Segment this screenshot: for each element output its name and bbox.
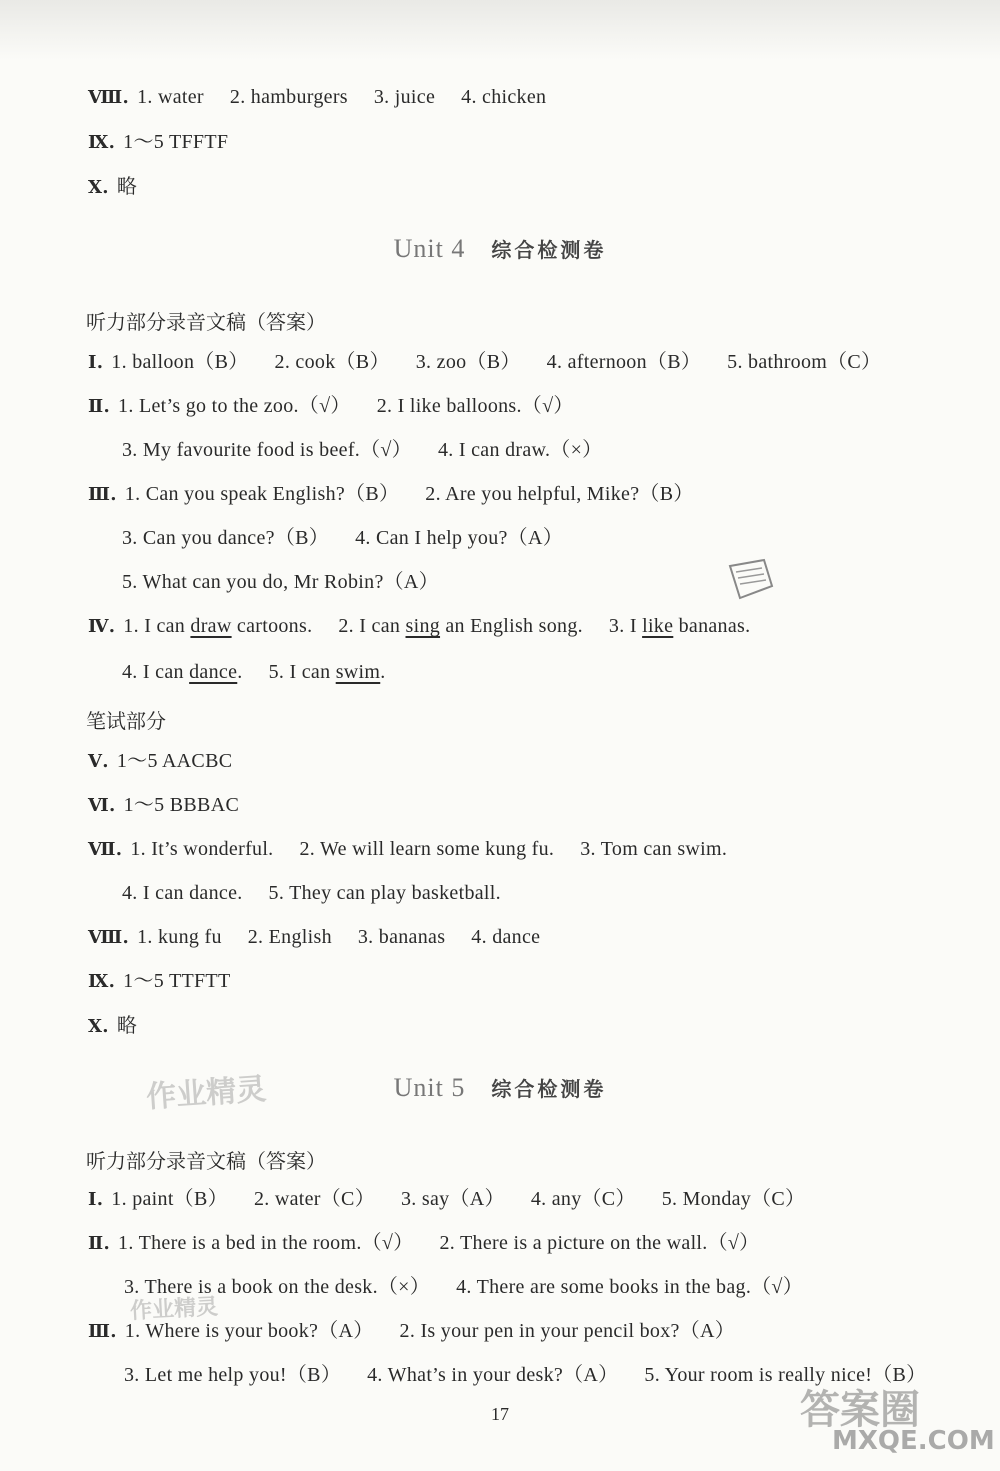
line-label: Ⅹ.: [88, 1016, 109, 1037]
answer-item: 3. Can you dance?（B）: [122, 527, 330, 549]
answer-item: 3. say（A）: [401, 1188, 505, 1210]
fill-post: cartoons.: [231, 615, 313, 637]
answer-item: 1. There is a bed in the room.（√）: [118, 1232, 414, 1254]
answer-item: 2. English: [247, 926, 332, 948]
unit4-line-iii-cont2: [122, 569, 439, 595]
fill-item: [122, 659, 243, 685]
page-number: 17: [491, 1404, 509, 1424]
line-label: Ⅸ.: [88, 971, 116, 992]
answer-item: 4. afternoon（B）: [546, 351, 702, 373]
watermark-url: MXQE.COM: [832, 1426, 995, 1456]
answer-item: 1～5 TTFTT: [123, 970, 231, 992]
line-label: Ⅰ.: [88, 1189, 104, 1210]
answer-item: 4. dance: [471, 926, 541, 948]
answer-item: 1. Where is your book?（A）: [124, 1320, 374, 1342]
fill-pre: 2. I can: [338, 615, 406, 637]
answer-item: 2. There is a picture on the wall.（√）: [439, 1232, 760, 1254]
answer-item: 1. Let’s go to the zoo.（√）: [118, 395, 351, 417]
answer-item: 4. There are some books in the bag.（√）: [456, 1276, 803, 1298]
fill-pre: 3. I: [608, 615, 643, 637]
unit4-title-cn: 综合检测卷: [491, 238, 607, 262]
answer-item: 2. cook（B）: [274, 351, 390, 373]
fill-post: bananas.: [673, 615, 751, 637]
unit4-written-heading: 笔试部分: [86, 709, 166, 733]
line-label: Ⅰ.: [88, 352, 104, 373]
line-label: Ⅷ.: [88, 87, 130, 108]
answer-item: 1. kung fu: [137, 926, 222, 948]
line-label: Ⅶ.: [88, 839, 123, 860]
unit4-line-ii-cont: [122, 437, 602, 463]
line-label: Ⅱ.: [88, 396, 111, 417]
unit4-line-vii: [88, 836, 727, 863]
line-label: Ⅲ.: [88, 484, 117, 505]
answer-item: 5. Monday（C）: [661, 1188, 806, 1210]
fill-answer: like: [642, 615, 674, 637]
answer-item: 2. We will learn some kung fu.: [299, 838, 555, 860]
answer-item: 1. It’s wonderful.: [130, 838, 274, 860]
unit5-line-ii: [88, 1230, 759, 1257]
fill-pre: 4. I can: [122, 661, 190, 683]
unit5-line-iii: [88, 1318, 735, 1345]
answer-item: 3. juice: [373, 86, 436, 108]
line-label: Ⅴ.: [88, 751, 109, 772]
unit5-title-unit: Unit 5: [393, 1073, 466, 1102]
unit4-line-iv-cont: [122, 659, 386, 685]
answer-item: 4. Can I help you?（A）: [355, 527, 564, 549]
fill-post: .: [380, 661, 386, 683]
unit5-listening-heading: 听力部分录音文稿（答案）: [86, 1149, 326, 1173]
answer-item: 4. chicken: [461, 86, 547, 108]
unit4-line-vii-cont: [122, 880, 501, 906]
fill-item: [338, 613, 583, 639]
line-label: Ⅳ.: [88, 616, 116, 637]
answer-item: 1. Can you speak English?（B）: [124, 483, 400, 505]
line-label: Ⅸ.: [88, 132, 116, 153]
unit4-line-x: [88, 1013, 137, 1040]
unit5-title-cn: 综合检测卷: [491, 1077, 607, 1101]
unit4-line-i: [88, 349, 881, 376]
fill-pre: 5. I can: [268, 661, 336, 683]
unit4-line-viii: [88, 924, 540, 951]
answer-item: 1. paint（B）: [111, 1188, 228, 1210]
answer-item: 5. Your room is really nice!（B）: [644, 1364, 927, 1386]
answer-item: 2. hamburgers: [229, 86, 348, 108]
fill-answer: draw: [190, 615, 232, 637]
answer-line-x-top: [88, 174, 137, 201]
line-label: Ⅱ.: [88, 1233, 111, 1254]
unit4-line-ix: [88, 968, 230, 995]
watermark: 作业精灵: [129, 1294, 219, 1325]
fill-pre: 1. I can: [123, 615, 191, 637]
watermark-logo: 答案圈: [800, 1387, 920, 1433]
fill-answer: sing: [405, 615, 441, 637]
unit4-line-ii: [88, 393, 574, 420]
fill-post: an English song.: [440, 615, 583, 637]
line-label: Ⅷ.: [88, 927, 130, 948]
answer-item: 3. Let me help you!（B）: [124, 1364, 342, 1386]
fill-item: [269, 659, 386, 685]
answer-item: 3. zoo（B）: [415, 351, 521, 373]
answer-item: 4. What’s in your desk?（A）: [367, 1364, 619, 1386]
answer-item: 4. any（C）: [530, 1188, 636, 1210]
answer-line-ix-top: [88, 129, 228, 156]
fill-item: [123, 613, 312, 639]
fill-item: [609, 613, 751, 639]
answer-item: 1～5 AACBC: [116, 750, 233, 772]
fill-answer: dance: [189, 661, 238, 683]
unit4-line-iv: [88, 613, 750, 640]
answer-item: 略: [116, 176, 138, 198]
answer-item: 1. water: [137, 86, 204, 108]
unit5-line-i: [88, 1186, 805, 1213]
answer-item: 4. I can draw.（×）: [437, 439, 603, 461]
answer-item: 2. water（C）: [253, 1188, 375, 1210]
answer-item: 2. Are you helpful, Mike?（B）: [425, 483, 694, 505]
answer-item: 1～5 TFFTF: [123, 131, 229, 153]
answer-line-viii-top: [88, 84, 546, 111]
unit4-line-v: [88, 748, 232, 775]
answer-item: 3. My favourite food is beef.（√）: [122, 439, 412, 461]
unit5-title: [0, 1073, 1000, 1103]
fill-answer: swim: [335, 661, 381, 683]
unit4-title-unit: Unit 4: [393, 234, 466, 263]
watermark: 作业精灵: [145, 1071, 268, 1116]
unit4-line-vi: [88, 792, 239, 819]
line-label: Ⅵ.: [88, 795, 116, 816]
answer-item: 3. There is a book on the desk.（×）: [124, 1276, 431, 1298]
answer-item: 5. What can you do, Mr Robin?（A）: [122, 571, 439, 593]
fill-post: .: [237, 661, 243, 683]
answer-item: 5. bathroom（C）: [727, 351, 882, 373]
unit4-line-iii: [88, 481, 694, 508]
answer-item: 1. balloon（B）: [111, 351, 249, 373]
answer-item: 2. I like balloons.（√）: [376, 395, 574, 417]
answer-item: 2. Is your pen in your pencil box?（A）: [399, 1320, 736, 1342]
answer-item: 3. bananas: [357, 926, 446, 948]
unit4-line-iii-cont: [122, 525, 563, 551]
answer-item: 4. I can dance.: [122, 882, 243, 904]
scan-shading: [0, 0, 1000, 60]
answer-item: 略: [116, 1015, 138, 1037]
answer-item: 3. Tom can swim.: [580, 838, 728, 860]
answer-item: 5. They can play basketball.: [268, 882, 501, 904]
line-label: Ⅹ.: [88, 177, 109, 198]
stamp-icon: [724, 556, 776, 604]
unit4-title: [0, 234, 1000, 264]
unit5-line-ii-cont: [124, 1274, 803, 1300]
answer-item: 1～5 BBBAC: [123, 794, 240, 816]
line-label: Ⅲ.: [88, 1321, 117, 1342]
unit4-listening-heading: 听力部分录音文稿（答案）: [86, 310, 326, 334]
